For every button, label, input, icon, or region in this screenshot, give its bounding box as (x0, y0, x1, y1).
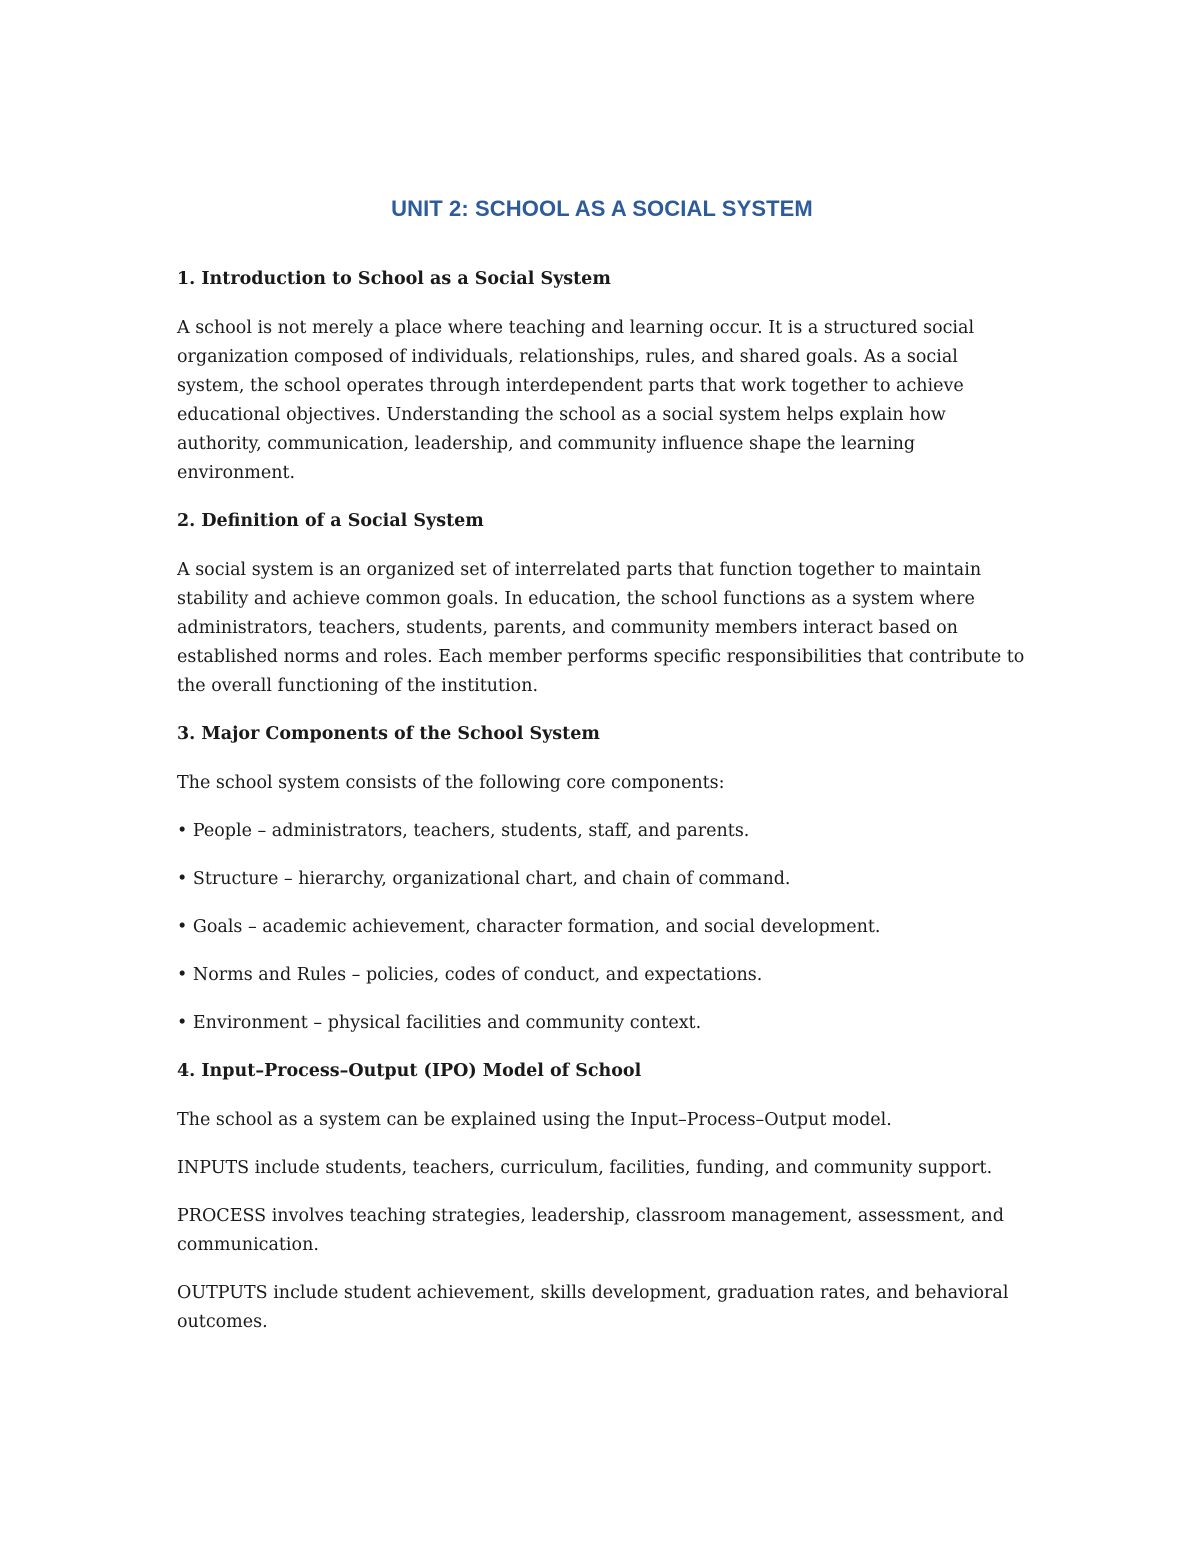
section-paragraph: The school as a system can be explained using the Input–Process–Output model. (177, 1110, 892, 1130)
section-paragraph: PROCESS involves teaching strategies, leadership, classroom management, assessment, and communication. (177, 1206, 1004, 1255)
section-heading: 3. Major Components of the School System (177, 724, 600, 744)
section-paragraph: INPUTS include students, teachers, curriculum, facilities, funding, and community support. (177, 1158, 993, 1178)
list-item: • Norms and Rules – policies, codes of conduct, and expectations. (177, 965, 763, 985)
document-title: UNIT 2: SCHOOL AS A SOCIAL SYSTEM (391, 196, 813, 221)
section-paragraph: The school system consists of the following core components: (177, 773, 725, 793)
section-paragraph: OUTPUTS include student achievement, skills development, graduation rates, and behavioral outcomes. (177, 1283, 1009, 1332)
list-item: • People – administrators, teachers, students, staff, and parents. (177, 821, 750, 841)
section-paragraph: A social system is an organized set of interrelated parts that function together to maintain stability and achieve common goals. In education, the school functions as a system where administrators, teachers, students, parents, and community members interact based on established norms and roles. Each member performs specific responsibilities that contribute to the overall functioning of the institution. (177, 560, 1025, 696)
list-item: • Goals – academic achievement, character formation, and social development. (177, 917, 881, 937)
section-paragraph: A school is not merely a place where teaching and learning occur. It is a structured social organization composed of individuals, relationships, rules, and shared goals. As a social system, the school operates through interdependent parts that work together to achieve educational objectives. Understanding the school as a social system helps explain how authority, communication, leadership, and community influence shape the learning environment. (177, 318, 975, 483)
list-item: • Structure – hierarchy, organizational chart, and chain of command. (177, 869, 791, 889)
section-introduction (177, 265, 1027, 488)
section-heading: 1. Introduction to School as a Social System (177, 269, 611, 289)
section-heading: 2. Definition of a Social System (177, 511, 484, 531)
section-ipo-model (177, 1057, 1027, 1337)
section-components (177, 720, 1027, 1038)
document-body (177, 190, 1027, 1356)
section-definition (177, 507, 1027, 701)
components-list (177, 817, 1027, 1038)
section-heading: 4. Input–Process–Output (IPO) Model of School (177, 1061, 642, 1081)
list-item: • Environment – physical facilities and community context. (177, 1013, 702, 1033)
